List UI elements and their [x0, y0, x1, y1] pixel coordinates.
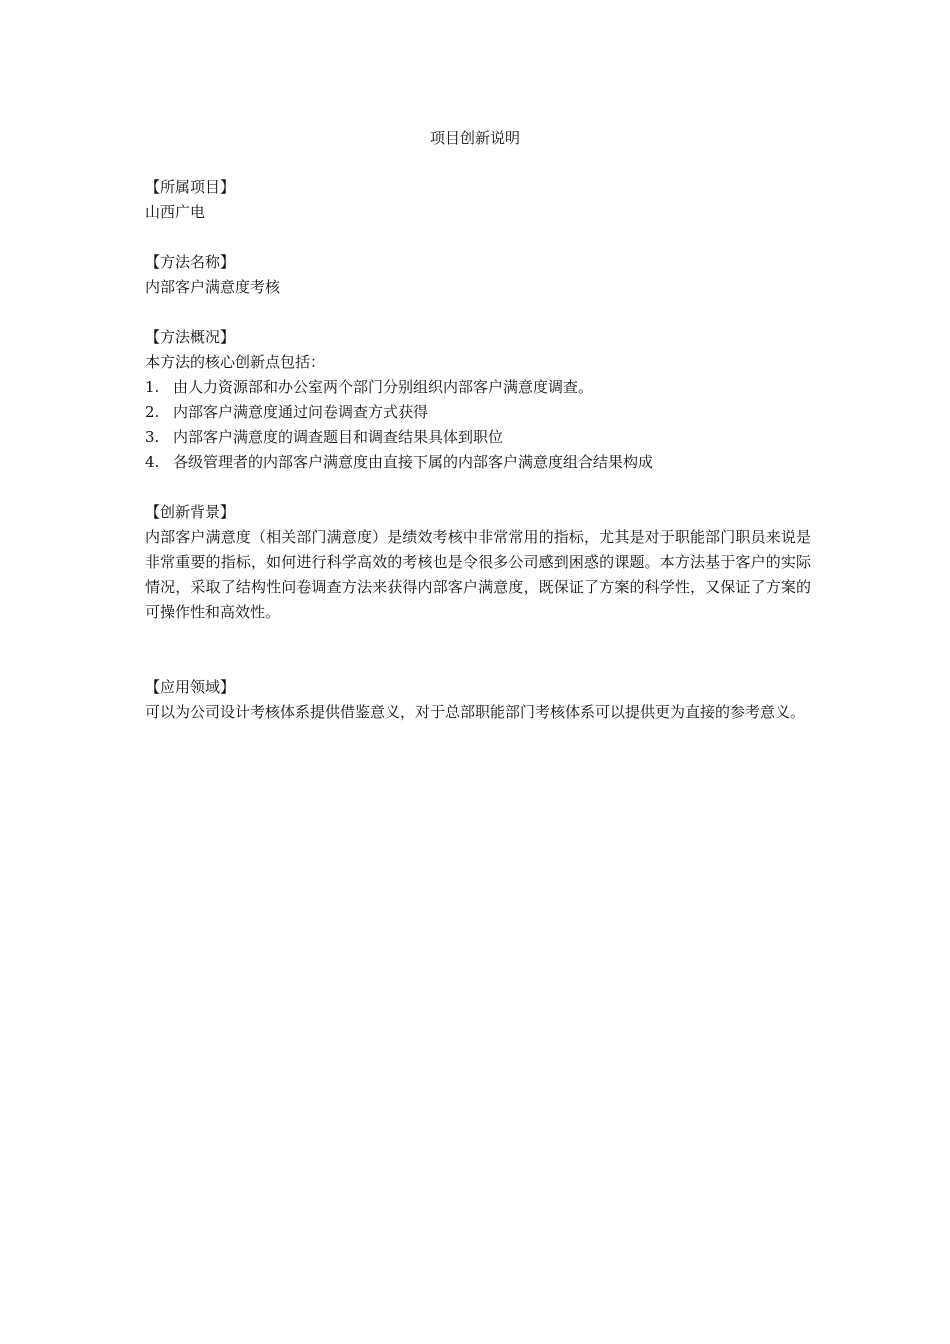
section-heading-project: 【所属项目】: [145, 178, 236, 196]
list-item-number: 1.: [145, 378, 160, 396]
section-heading-background: 【创新背景】: [145, 503, 236, 521]
document-body: [145, 175, 811, 725]
list-item-number: 4.: [145, 453, 160, 471]
document-title: 项目创新说明: [429, 129, 520, 147]
list-item: [145, 450, 811, 475]
list-item-number: 3.: [145, 428, 160, 446]
list-item-text: 各级管理者的内部客户满意度由直接下属的内部客户满意度组合结果构成: [173, 453, 654, 471]
background-paragraph: 内部客户满意度（相关部门满意度）是绩效考核中非常常用的指标，尤其是对于职能部门职员来说是非常重要的指标，如何进行科学高效的考核也是令很多公司感到困惑的课题。本方法基于客户的实际情况，采取了结构性问卷调查方法来获得内部客户满意度，既保证了方案的科学性，又保证了方案的可操作性和高效性。: [145, 528, 811, 621]
list-item-text: 由人力资源部和办公室两个部门分别组织内部客户满意度调查。: [173, 378, 594, 396]
method-name: 内部客户满意度考核: [145, 278, 281, 296]
list-item: [145, 375, 811, 400]
section-heading-overview: 【方法概况】: [145, 328, 236, 346]
section-heading-method-name: 【方法名称】: [145, 253, 236, 271]
list-item-text: 内部客户满意度通过问卷调查方式获得: [173, 403, 429, 421]
list-item: [145, 425, 811, 450]
project-name: 山西广电: [145, 203, 206, 221]
overview-intro: 本方法的核心创新点包括：: [145, 353, 326, 371]
list-item: [145, 400, 811, 425]
list-item-number: 2.: [145, 403, 160, 421]
section-heading-application: 【应用领域】: [145, 678, 236, 696]
list-item-text: 内部客户满意度的调查题目和调查结果具体到职位: [173, 428, 504, 446]
application-paragraph: 可以为公司设计考核体系提供借鉴意义，对于总部职能部门考核体系可以提供更为直接的参考意义。: [145, 703, 806, 721]
